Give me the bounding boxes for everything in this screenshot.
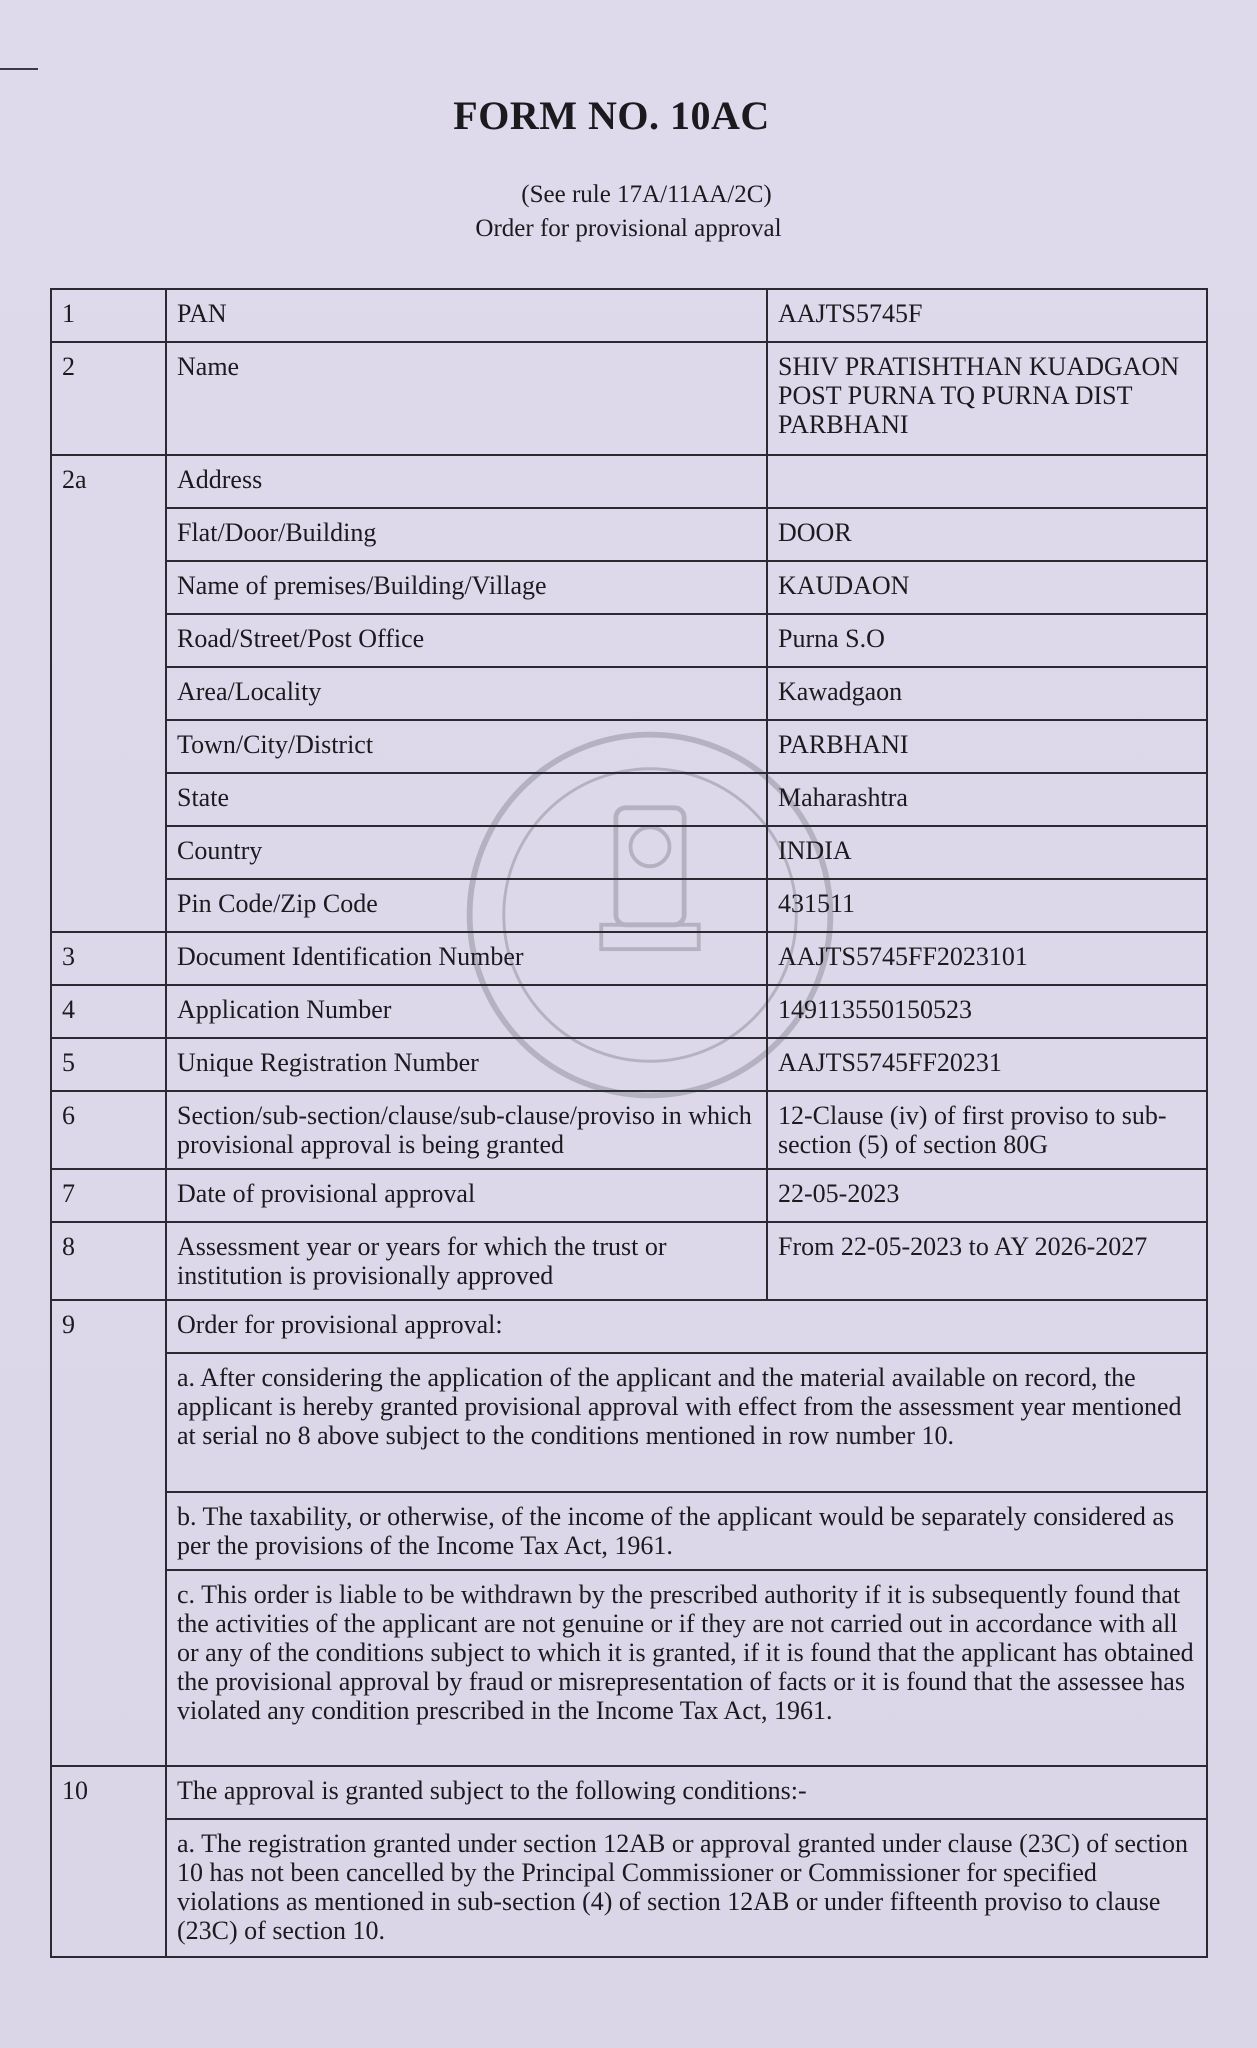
- approval-date-value: 22-05-2023: [767, 1169, 1207, 1222]
- table-row: [51, 985, 1207, 1038]
- assessment-year-value: From 22-05-2023 to AY 2026-2027: [767, 1222, 1207, 1300]
- table-row: [51, 1222, 1207, 1300]
- field-label: Unique Registration Number: [166, 1038, 767, 1091]
- pan-value: AAJTS5745F: [767, 289, 1207, 342]
- table-row: [51, 508, 1207, 561]
- application-number-value: 149113550150523: [767, 985, 1207, 1038]
- pin-value: 431511: [767, 879, 1207, 932]
- field-label: Document Identification Number: [166, 932, 767, 985]
- field-label: Name: [166, 342, 767, 455]
- section-value: 12-Clause (iv) of first proviso to sub-section (5) of section 80G: [767, 1091, 1207, 1169]
- table-row: [51, 1570, 1207, 1766]
- table-row: [51, 879, 1207, 932]
- row-number: 7: [51, 1169, 166, 1222]
- field-label: Section/sub-section/clause/sub-clause/proviso in which provisional approval is being granted: [166, 1091, 767, 1169]
- order-clause-a: a. After considering the application of the applicant and the material available on record, the applicant is hereby granted provisional approval with effect from the assessment year mentioned at serial no 8 above subject to the conditions mentioned in row number 10.: [166, 1353, 1207, 1492]
- table-row: [51, 342, 1207, 455]
- field-label: Road/Street/Post Office: [166, 614, 767, 667]
- field-label: Town/City/District: [166, 720, 767, 773]
- order-heading: Order for provisional approval:: [166, 1300, 1207, 1353]
- name-value: SHIV PRATISHTHAN KUADGAON POST PURNA TQ PURNA DIST PARBHANI: [767, 342, 1207, 455]
- table-row: [51, 1300, 1207, 1353]
- form-title: FORM NO. 10AC: [453, 93, 770, 138]
- field-label: Date of provisional approval: [166, 1169, 767, 1222]
- order-clause-c: c. This order is liable to be withdrawn by the prescribed authority if it is subsequently found that the activities of the applicant are not genuine or if they are not carried out in accordance with all or any of the conditions subject to which it is granted, if it is found that the applicant has obtained the provisional approval by fraud or misrepresentation of facts or it is found that the assessee has violated any condition prescribed in the Income Tax Act, 1961.: [166, 1570, 1207, 1766]
- field-label: Country: [166, 826, 767, 879]
- conditions-heading: The approval is granted subject to the following conditions:-: [166, 1766, 1207, 1819]
- table-row: [51, 720, 1207, 773]
- row-number: 2a: [51, 455, 166, 932]
- row-number: 9: [51, 1300, 166, 1766]
- row-number: 3: [51, 932, 166, 985]
- field-label: Area/Locality: [166, 667, 767, 720]
- field-label: Application Number: [166, 985, 767, 1038]
- table-row: [51, 1492, 1207, 1570]
- table-row: [51, 1766, 1207, 1819]
- table-row: [51, 1353, 1207, 1492]
- premises-value: KAUDAON: [767, 561, 1207, 614]
- field-label: PAN: [166, 289, 767, 342]
- form-rule-reference: (See rule 17A/11AA/2C): [521, 181, 772, 208]
- address-value-empty: [767, 455, 1207, 508]
- table-row: [51, 614, 1207, 667]
- urn-value: AAJTS5745FF20231: [767, 1038, 1207, 1091]
- table-row: [51, 1819, 1207, 1957]
- field-label: Pin Code/Zip Code: [166, 879, 767, 932]
- table-row: [51, 932, 1207, 985]
- table-row: [51, 1038, 1207, 1091]
- table-row: [51, 289, 1207, 342]
- order-clause-b: b. The taxability, or otherwise, of the income of the applicant would be separately considered as per the provisions of the Income Tax Act, 1961.: [166, 1492, 1207, 1570]
- table-row: [51, 1091, 1207, 1169]
- town-value: PARBHANI: [767, 720, 1207, 773]
- din-value: AAJTS5745FF2023101: [767, 932, 1207, 985]
- row-number: 10: [51, 1766, 166, 1957]
- row-number: 2: [51, 342, 166, 455]
- area-value: Kawadgaon: [767, 667, 1207, 720]
- form-subtitle: Order for provisional approval: [475, 215, 782, 242]
- country-value: INDIA: [767, 826, 1207, 879]
- table-row: [51, 773, 1207, 826]
- road-value: Purna S.O: [767, 614, 1207, 667]
- row-number: 4: [51, 985, 166, 1038]
- field-label: Flat/Door/Building: [166, 508, 767, 561]
- row-number: 5: [51, 1038, 166, 1091]
- table-row: [51, 455, 1207, 508]
- table-row: [51, 826, 1207, 879]
- field-label: State: [166, 773, 767, 826]
- table-row: [51, 561, 1207, 614]
- approval-details-table: [50, 288, 1208, 1958]
- field-label: Name of premises/Building/Village: [166, 561, 767, 614]
- state-value: Maharashtra: [767, 773, 1207, 826]
- row-number: 8: [51, 1222, 166, 1300]
- scan-edge-mark: [0, 68, 38, 70]
- flat-door-value: DOOR: [767, 508, 1207, 561]
- table-row: [51, 667, 1207, 720]
- field-label: Assessment year or years for which the trust or institution is provisionally approved: [166, 1222, 767, 1300]
- field-label: Address: [166, 455, 767, 508]
- row-number: 6: [51, 1091, 166, 1169]
- condition-clause-a: a. The registration granted under section 12AB or approval granted under clause (23C) of section 10 has not been cancelled by the Principal Commissioner or Commissioner for specified violations as mentioned in sub-section (4) of section 12AB or under fifteenth proviso to clause (23C) of section 10.: [166, 1819, 1207, 1957]
- form-header: [0, 92, 1257, 243]
- table-row: [51, 1169, 1207, 1222]
- row-number: 1: [51, 289, 166, 342]
